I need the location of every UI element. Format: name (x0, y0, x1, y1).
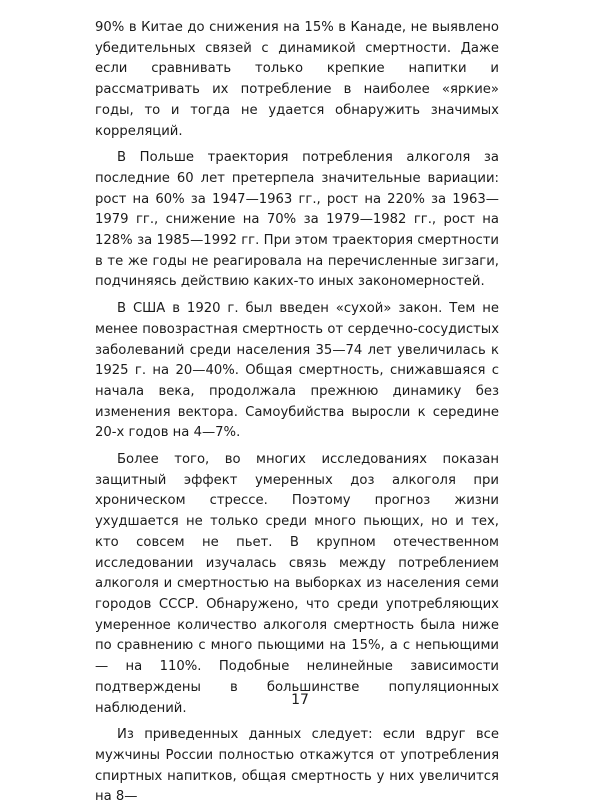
paragraph-stress: Более того, во многих исследованиях показан защитный эффект умеренных доз алкоголя при хроническом стрессе. Поэтому прогноз жизни ухудшается не только среди много пьющих, но и тех, кто совсем не пьет. В крупном отечественном исследовании изучалась связь между потреблением алкоголя и смертностью на выборках из населения семи городов СССР. Обнаружено, что среди употребляющих умеренное количество алкоголя смертность была ниже по сравнению с много пьющими на 15%, а с непьющими — на 110%. Подобные нелинейные зависимости подтверждены в большинстве популяционных наблюдений. (95, 452, 499, 716)
paragraph-usa: В США в 1920 г. был введен «сухой» закон. Тем не менее повозрастная смертность от сердечно-сосудистых заболеваний среди населения 35—74 лет увеличилась к 1925 г. на 20—40%. Общая смертность, снижавшаяся с начала века, продолжала прежнюю динамику без изменения вектора. Самоубийства выросли к середине 20-х годов на 4—7%. (95, 301, 499, 441)
paragraph-conclusion: Из приведенных данных следует: если вдруг все мужчины России полностью откажутся от употребления спиртных напитков, общая смертность у них увеличится на 8— (95, 727, 499, 805)
page-number: 17 (291, 692, 309, 708)
paragraph-poland: В Польше траектория потребления алкоголя за последние 60 лет претерпела значительные вариации: рост на 60% за 1947—1963 гг., рост на 220% за 1963—1979 гг., снижение на 70% за 1979—1982 гг., рост на 128% за 1985—1992 гг. При этом траектория смертности в те же годы не реагировала на перечисленные зигзаги, подчиняясь действию каких-то иных закономерностей. (95, 150, 499, 290)
paragraph-continuation: 90% в Китае до снижения на 15% в Канаде, не выявлено убедительных связей с динамикой смертности. Даже если сравнивать только крепкие напитки и рассматривать их потребление в наиболее «яркие» годы, то и тогда не удается обнаружить значимых корреляций. (95, 20, 499, 139)
